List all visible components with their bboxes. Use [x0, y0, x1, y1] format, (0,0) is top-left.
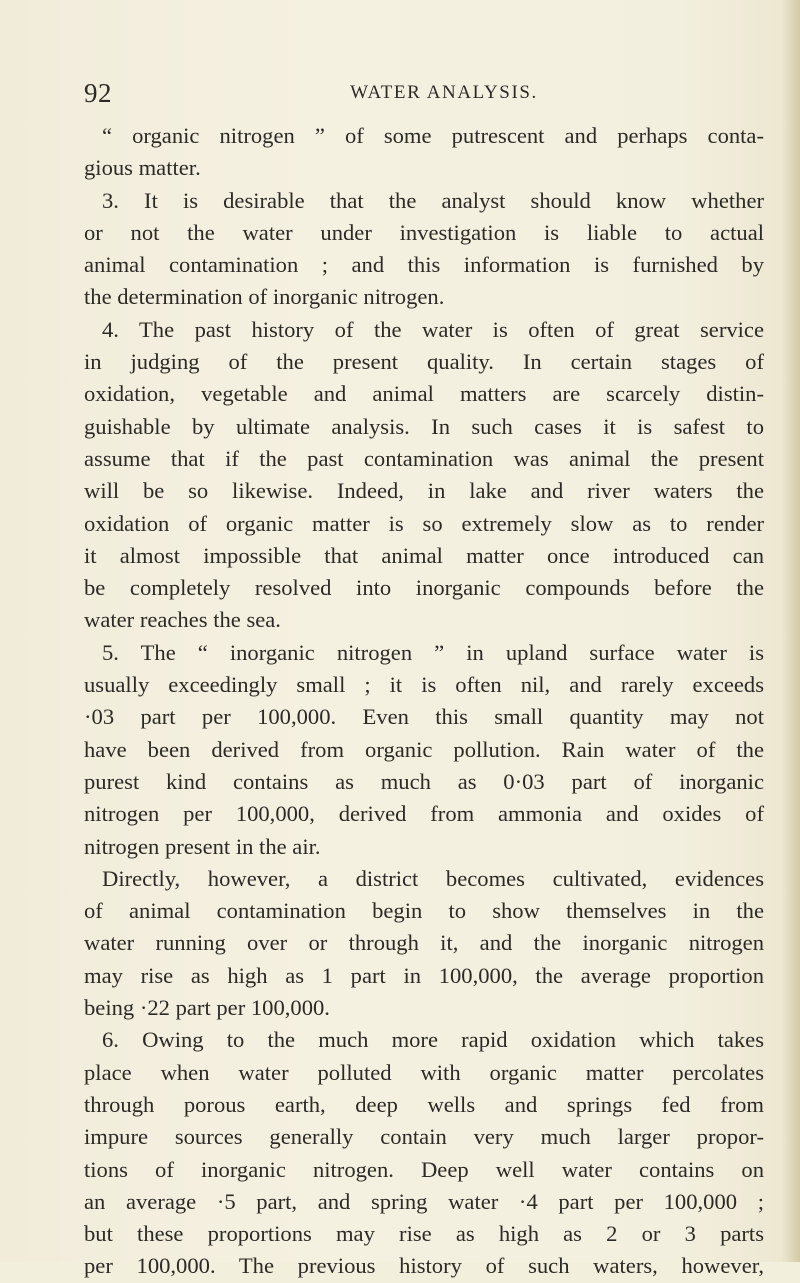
text-line: 4. The past history of the water is often of great service — [102, 316, 764, 342]
text-line: “ organic nitrogen ” of some putrescent and perhaps conta- — [102, 123, 764, 148]
body-text — [84, 120, 764, 1283]
text-line: in judging of the present quality. In certain stages of — [84, 349, 764, 375]
text-line: nitrogen present in the air. — [84, 833, 321, 859]
text-line: being ·22 part per 100,000. — [84, 995, 330, 1021]
text-line: 6. Owing to the much more rapid oxidation which takes — [102, 1027, 764, 1053]
text-line: an average ·5 part, and spring water ·4 part per 100,000 ; — [84, 1188, 764, 1214]
text-line: or not the water under investigation is liable to actual — [84, 219, 764, 245]
text-line: of animal contamination begin to show themselves in the — [84, 898, 764, 924]
text-line: be completely resolved into inorganic compounds before the — [84, 575, 764, 601]
text-line: it almost impossible that animal matter once introduced can — [84, 542, 764, 568]
text-line: have been derived from organic pollution. Rain water of the — [84, 736, 764, 762]
text-line: 3. It is desirable that the analyst should know whether — [102, 187, 764, 213]
page-edge-shadow — [782, 0, 800, 1262]
text-line: but these proportions may rise as high as 2 or 3 parts — [84, 1221, 764, 1247]
text-line: assume that if the past contamination was animal the present — [84, 445, 764, 471]
text-line: oxidation of organic matter is so extremely slow as to render — [84, 510, 764, 536]
text-line: water reaches the sea. — [84, 607, 281, 633]
text-line: place when water polluted with organic matter percolates — [84, 1059, 764, 1085]
text-line: Directly, however, a district becomes cultivated, evidences — [102, 865, 764, 891]
text-line: nitrogen per 100,000, derived from ammonia and oxides of — [84, 801, 764, 827]
running-head: WATER ANALYSIS. — [350, 82, 538, 103]
text-line: purest kind contains as much as 0·03 part of inorganic — [84, 768, 764, 794]
text-line: tions of inorganic nitrogen. Deep well water contains on — [84, 1156, 764, 1182]
text-line: guishable by ultimate analysis. In such cases it is safest to — [84, 413, 764, 439]
text-line: through porous earth, deep wells and springs fed from — [84, 1091, 764, 1117]
text-line: may rise as high as 1 part in 100,000, the average proportion — [84, 962, 764, 988]
page-number: 92 — [84, 78, 112, 108]
text-line: ·03 part per 100,000. Even this small quantity may not — [84, 704, 764, 730]
text-line: will be so likewise. Indeed, in lake and river waters the — [84, 478, 764, 504]
page-header — [84, 78, 764, 108]
text-line: animal contamination ; and this information is furnished by — [84, 252, 764, 278]
text-line: the determination of inorganic nitrogen. — [84, 284, 445, 310]
text-line: gious matter. — [84, 155, 201, 181]
text-line: per 100,000. The previous history of such waters, however, — [84, 1253, 764, 1279]
text-line: water running over or through it, and the inorganic nitrogen — [84, 930, 764, 956]
text-line: usually exceedingly small ; it is often nil, and rarely exceeds — [84, 672, 764, 698]
text-line: 5. The “ inorganic nitrogen ” in upland surface water is — [102, 639, 764, 665]
text-line: oxidation, vegetable and animal matters are scarcely distin- — [84, 381, 764, 407]
text-line: impure sources generally contain very much larger propor- — [84, 1124, 764, 1150]
